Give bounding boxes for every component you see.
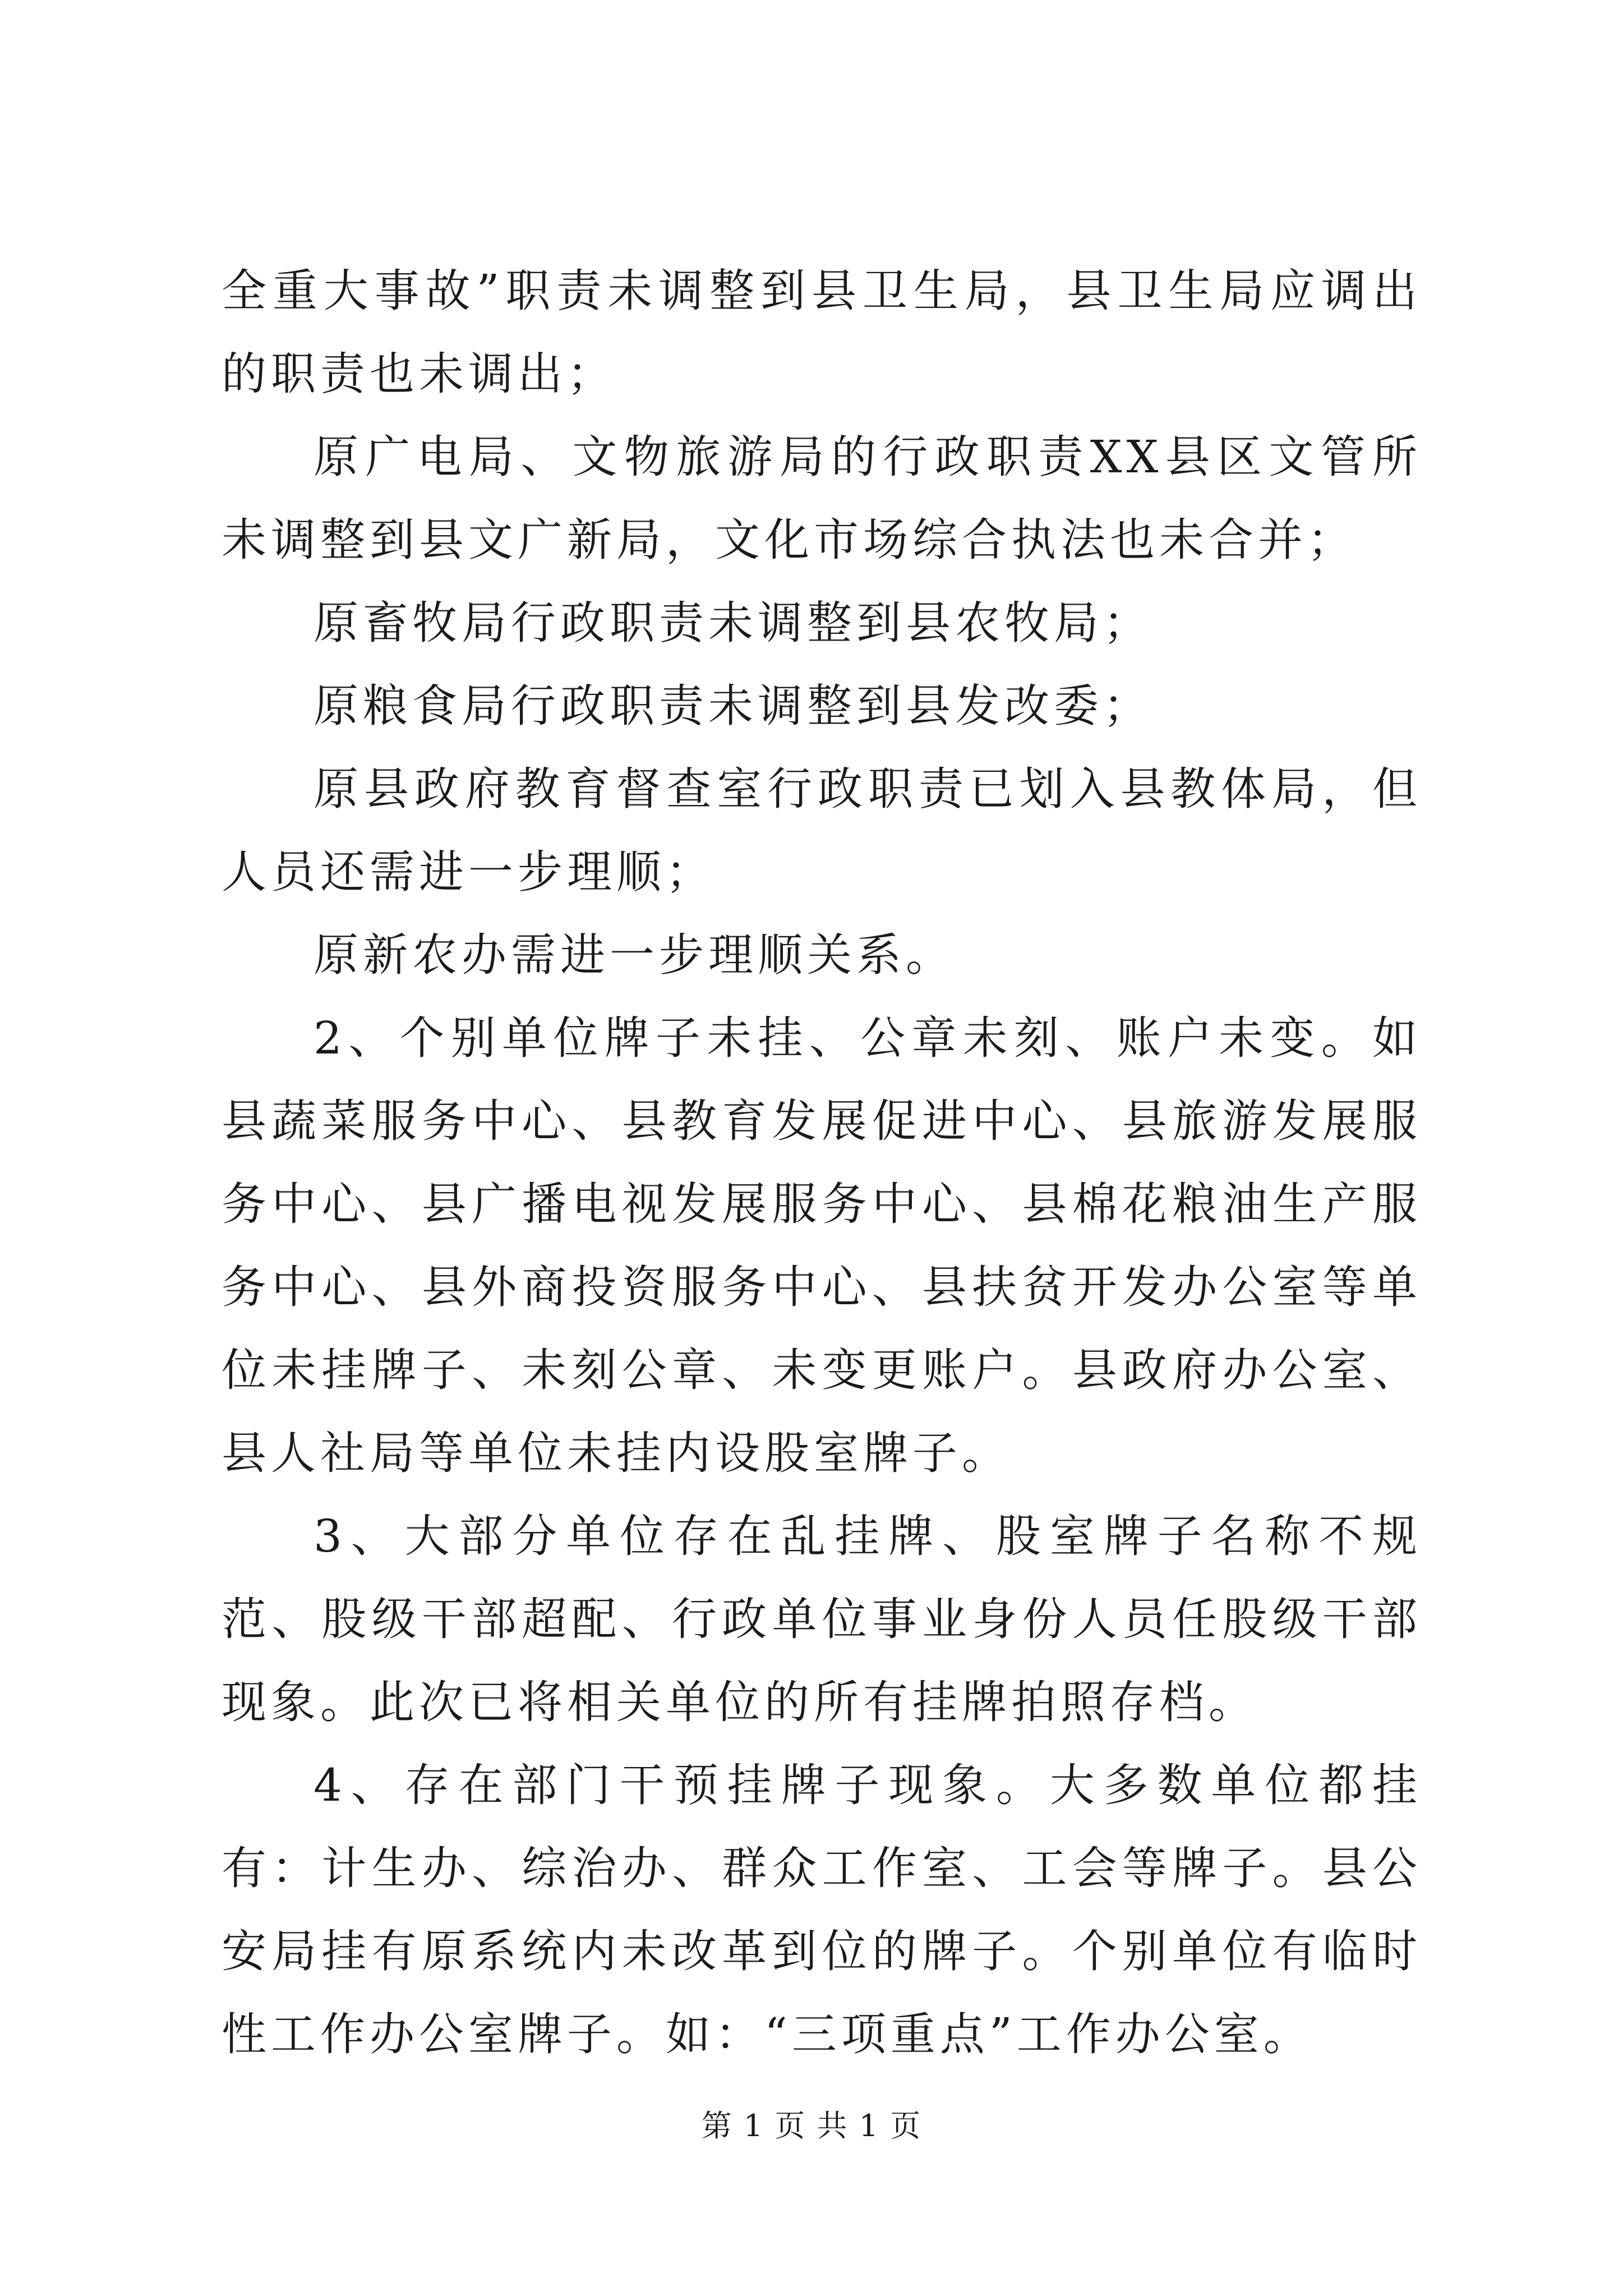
paragraph-7: 2、个别单位牌子未挂、公章未刻、账户未变。如县蔬菜服务中心、县教育发展促进中心、县旅游发展服务中心、县广播电视发展服务中心、县棉花粮油生产服务中心、县外商投资服务中心、县扶贫开发办公室等单位未挂牌子、未刻公章、未变更账户。县政府办公室、县人社局等单位未挂内设股室牌子。	[222, 1012, 1422, 1479]
paragraph-9: 4、存在部门干预挂牌子现象。大多数单位都挂有：计生办、综治办、群众工作室、工会等牌子。县公安局挂有原系统内未改革到位的牌子。个别单位有临时性工作办公室牌子。如：“三项重点”工作办公室。	[222, 1759, 1422, 2060]
paragraph-6: 原新农办需进一步理顺关系。	[313, 929, 955, 981]
document-body	[222, 250, 1422, 2076]
paragraph-3: 原畜牧局行政职责未调整到县农牧局；	[313, 597, 1152, 649]
paragraph-2: 原广电局、文物旅游局的行政职责XX县区文管所未调整到县文广新局，文化市场综合执法也未合并；	[222, 431, 1422, 566]
paragraph-8: 3、大部分单位存在乱挂牌、股室牌子名称不规范、股级干部超配、行政单位事业身份人员任股级干部现象。此次已将相关单位的所有挂牌拍照存档。	[222, 1510, 1422, 1728]
paragraph-1: 全重大事故”职责未调整到县卫生局，县卫生局应调出的职责也未调出；	[222, 265, 1422, 400]
page-footer: 第 1 页 共 1 页	[701, 2108, 922, 2143]
paragraph-5: 原县政府教育督查室行政职责已划入县教体局，但人员还需进一步理顺；	[222, 763, 1422, 898]
paragraph-4: 原粮食局行政职责未调整到县发改委；	[313, 680, 1152, 732]
